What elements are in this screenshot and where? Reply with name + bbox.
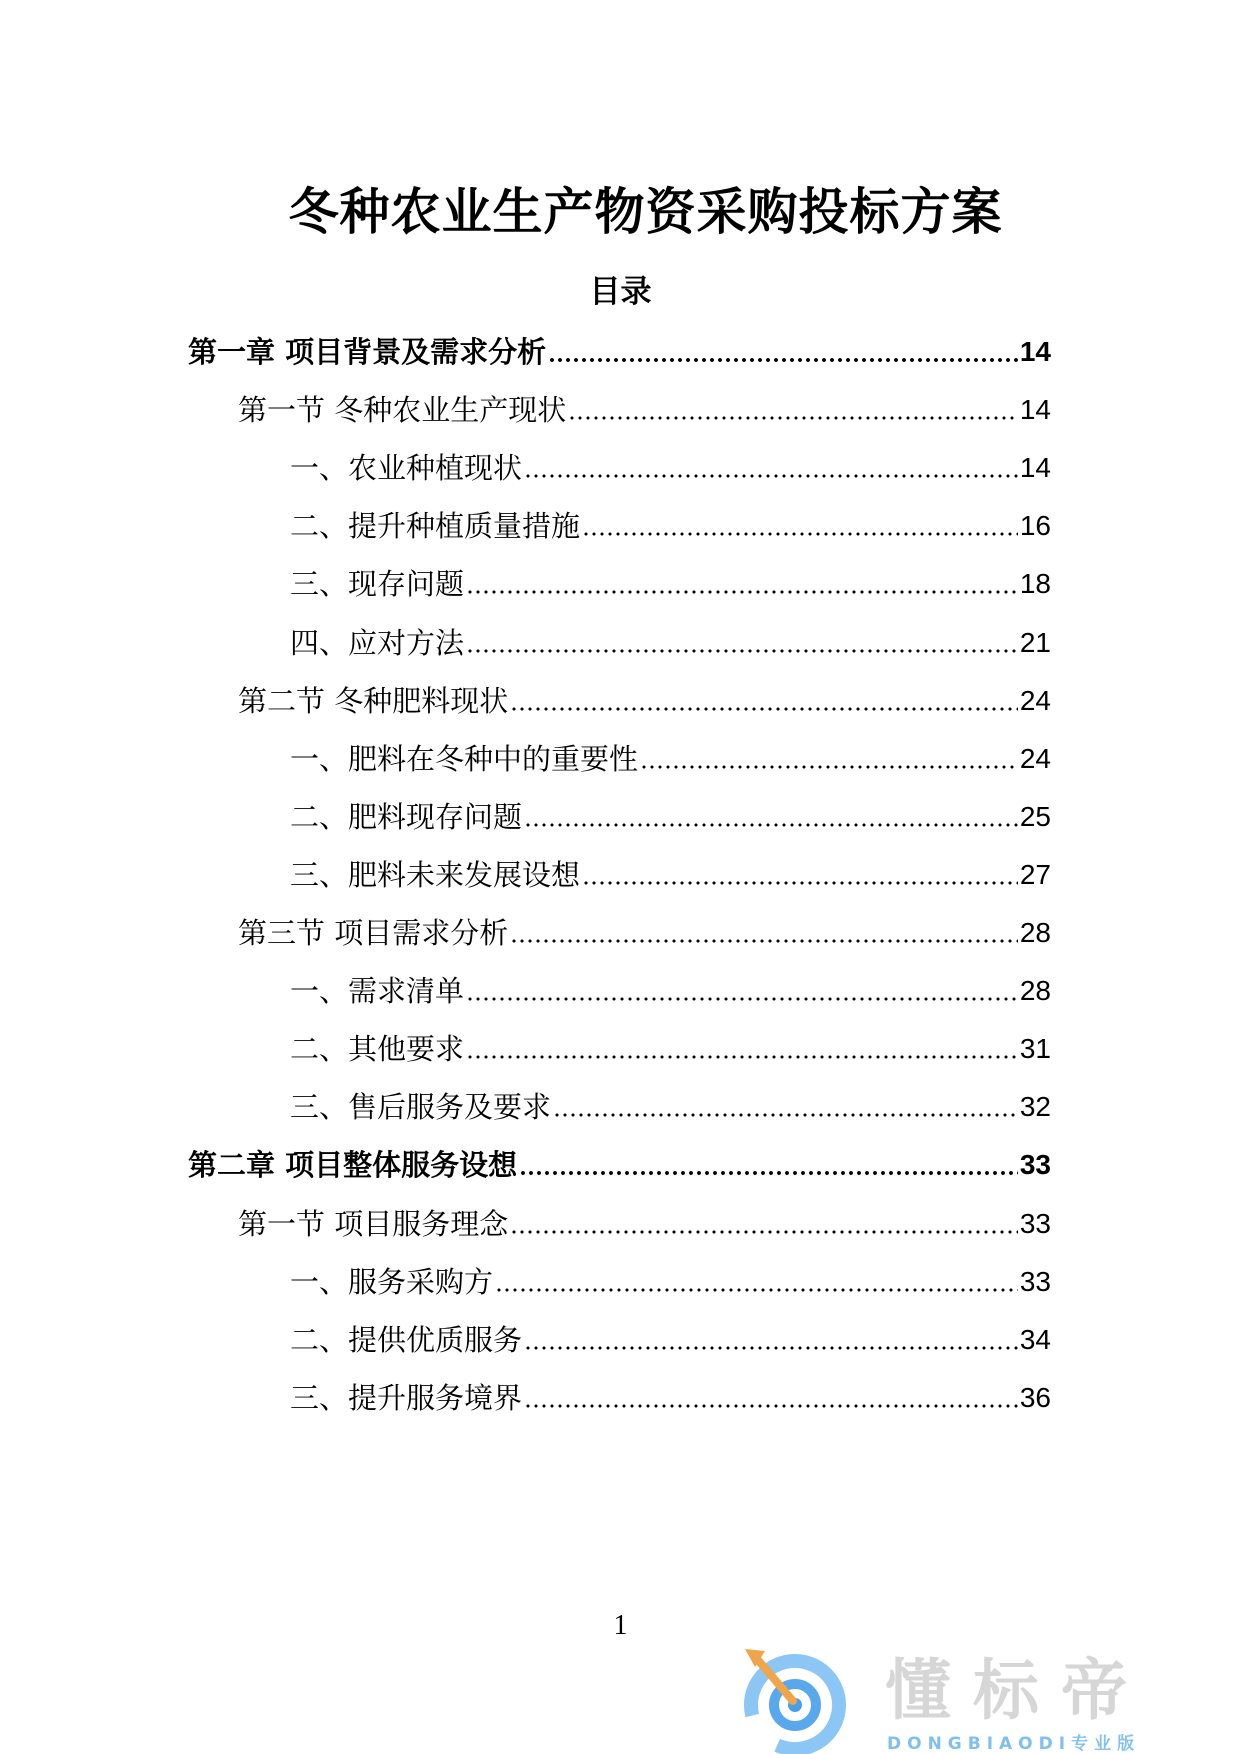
toc-entry-page: 24 — [1019, 743, 1051, 774]
toc-leader-dots — [568, 414, 1018, 422]
toc-entry[interactable] — [238, 913, 1051, 953]
toc-entry[interactable] — [290, 564, 1051, 604]
toc-leader-dots — [466, 995, 1018, 1003]
brand-watermark — [735, 1635, 1215, 1754]
toc-entry[interactable] — [290, 448, 1051, 488]
toc-entry-label: 二、提升种植质量措施 — [290, 509, 581, 543]
toc-leader-dots — [510, 1228, 1018, 1236]
toc-entry-page: 16 — [1019, 510, 1051, 541]
toc-entry-label: 三、售后服务及要求 — [290, 1090, 552, 1124]
toc-entry-label: 三、提升服务境界 — [290, 1381, 523, 1415]
toc-entry[interactable] — [238, 1204, 1051, 1244]
toc-entry-label: 第二章 项目整体服务设想 — [188, 1148, 518, 1182]
toc-entry-page: 33 — [1019, 1149, 1051, 1180]
toc-entry-label: 一、服务采购方 — [290, 1265, 494, 1299]
toc-leader-dots — [510, 937, 1018, 945]
toc-entry-label: 一、肥料在冬种中的重要性 — [290, 742, 639, 776]
toc-entry-label: 二、肥料现存问题 — [290, 800, 523, 834]
toc-entry-label: 四、应对方法 — [290, 626, 465, 660]
toc-entry-page: 21 — [1019, 627, 1051, 658]
toc-leader-dots — [510, 705, 1018, 713]
toc-entry-page: 24 — [1019, 685, 1051, 716]
toc-entry-label: 二、其他要求 — [290, 1032, 465, 1066]
watermark-subtitle: DONGBIAODI专业版 — [887, 1734, 1141, 1754]
toc-entry[interactable] — [290, 855, 1051, 895]
toc-leader-dots — [524, 1402, 1018, 1410]
toc-entry-page: 14 — [1019, 336, 1051, 367]
toc-entry[interactable] — [290, 1262, 1051, 1302]
document-title: 冬种农业生产物资采购投标方案 — [288, 183, 1003, 241]
toc-entry-label: 第一节 冬种农业生产现状 — [238, 393, 567, 427]
toc-entry-page: 27 — [1019, 859, 1051, 890]
toc-entry-page: 33 — [1019, 1266, 1051, 1297]
toc-leader-dots — [640, 763, 1018, 771]
toc-entry-label: 第一章 项目背景及需求分析 — [188, 335, 547, 369]
toc-entry-label: 三、现存问题 — [290, 567, 465, 601]
toc-entry[interactable] — [290, 1087, 1051, 1127]
toc-entry[interactable] — [238, 390, 1051, 430]
toc-entry-page: 14 — [1019, 452, 1051, 483]
toc-entry-page: 32 — [1019, 1091, 1051, 1122]
toc-entry[interactable] — [290, 1320, 1051, 1360]
toc-entry[interactable] — [290, 1029, 1051, 1069]
toc-entry-label: 第一节 项目服务理念 — [238, 1207, 509, 1241]
toc-entry-page: 28 — [1019, 917, 1051, 948]
toc-entry[interactable] — [188, 332, 1051, 372]
toc-entry[interactable] — [290, 506, 1051, 546]
page-number: 1 — [613, 1610, 628, 1641]
target-logo-icon — [735, 1635, 855, 1754]
toc-leader-dots — [466, 1053, 1018, 1061]
toc-leader-dots — [553, 1111, 1018, 1119]
toc-leader-dots — [582, 530, 1018, 538]
toc-leader-dots — [524, 472, 1018, 480]
toc-heading: 目录 — [589, 274, 652, 310]
toc-entry-label: 二、提供优质服务 — [290, 1323, 523, 1357]
toc-entry-page: 36 — [1019, 1382, 1051, 1413]
toc-entry-page: 34 — [1019, 1324, 1051, 1355]
toc-leader-dots — [519, 1169, 1018, 1177]
toc-leader-dots — [466, 588, 1018, 596]
toc-entry-page: 33 — [1019, 1208, 1051, 1239]
toc-entry-label: 第三节 项目需求分析 — [238, 916, 509, 950]
toc-leader-dots — [548, 356, 1018, 364]
toc-entry-label: 第二节 冬种肥料现状 — [238, 684, 509, 718]
toc-leader-dots — [466, 647, 1018, 655]
toc-leader-dots — [524, 821, 1018, 829]
toc-entry[interactable] — [290, 1378, 1051, 1418]
toc-leader-dots — [524, 1344, 1018, 1352]
toc-leader-dots — [582, 879, 1018, 887]
toc-entry-page: 25 — [1019, 801, 1051, 832]
toc-entry[interactable] — [290, 623, 1051, 663]
toc-entry[interactable] — [188, 1145, 1051, 1185]
toc-entry-page: 31 — [1019, 1033, 1051, 1064]
toc-entry[interactable] — [290, 797, 1051, 837]
toc-entry-label: 一、农业种植现状 — [290, 451, 523, 485]
toc-entry[interactable] — [290, 971, 1051, 1011]
toc-entry-page: 18 — [1019, 568, 1051, 599]
toc-entry[interactable] — [238, 681, 1051, 721]
watermark-brand: 懂标帝 — [885, 1652, 1149, 1729]
toc-entry-page: 28 — [1019, 975, 1051, 1006]
toc-entry[interactable] — [290, 739, 1051, 779]
toc-leader-dots — [495, 1286, 1018, 1294]
toc-entry-label: 三、肥料未来发展设想 — [290, 858, 581, 892]
toc-entry-label: 一、需求清单 — [290, 974, 465, 1008]
toc-entry-page: 14 — [1019, 394, 1051, 425]
